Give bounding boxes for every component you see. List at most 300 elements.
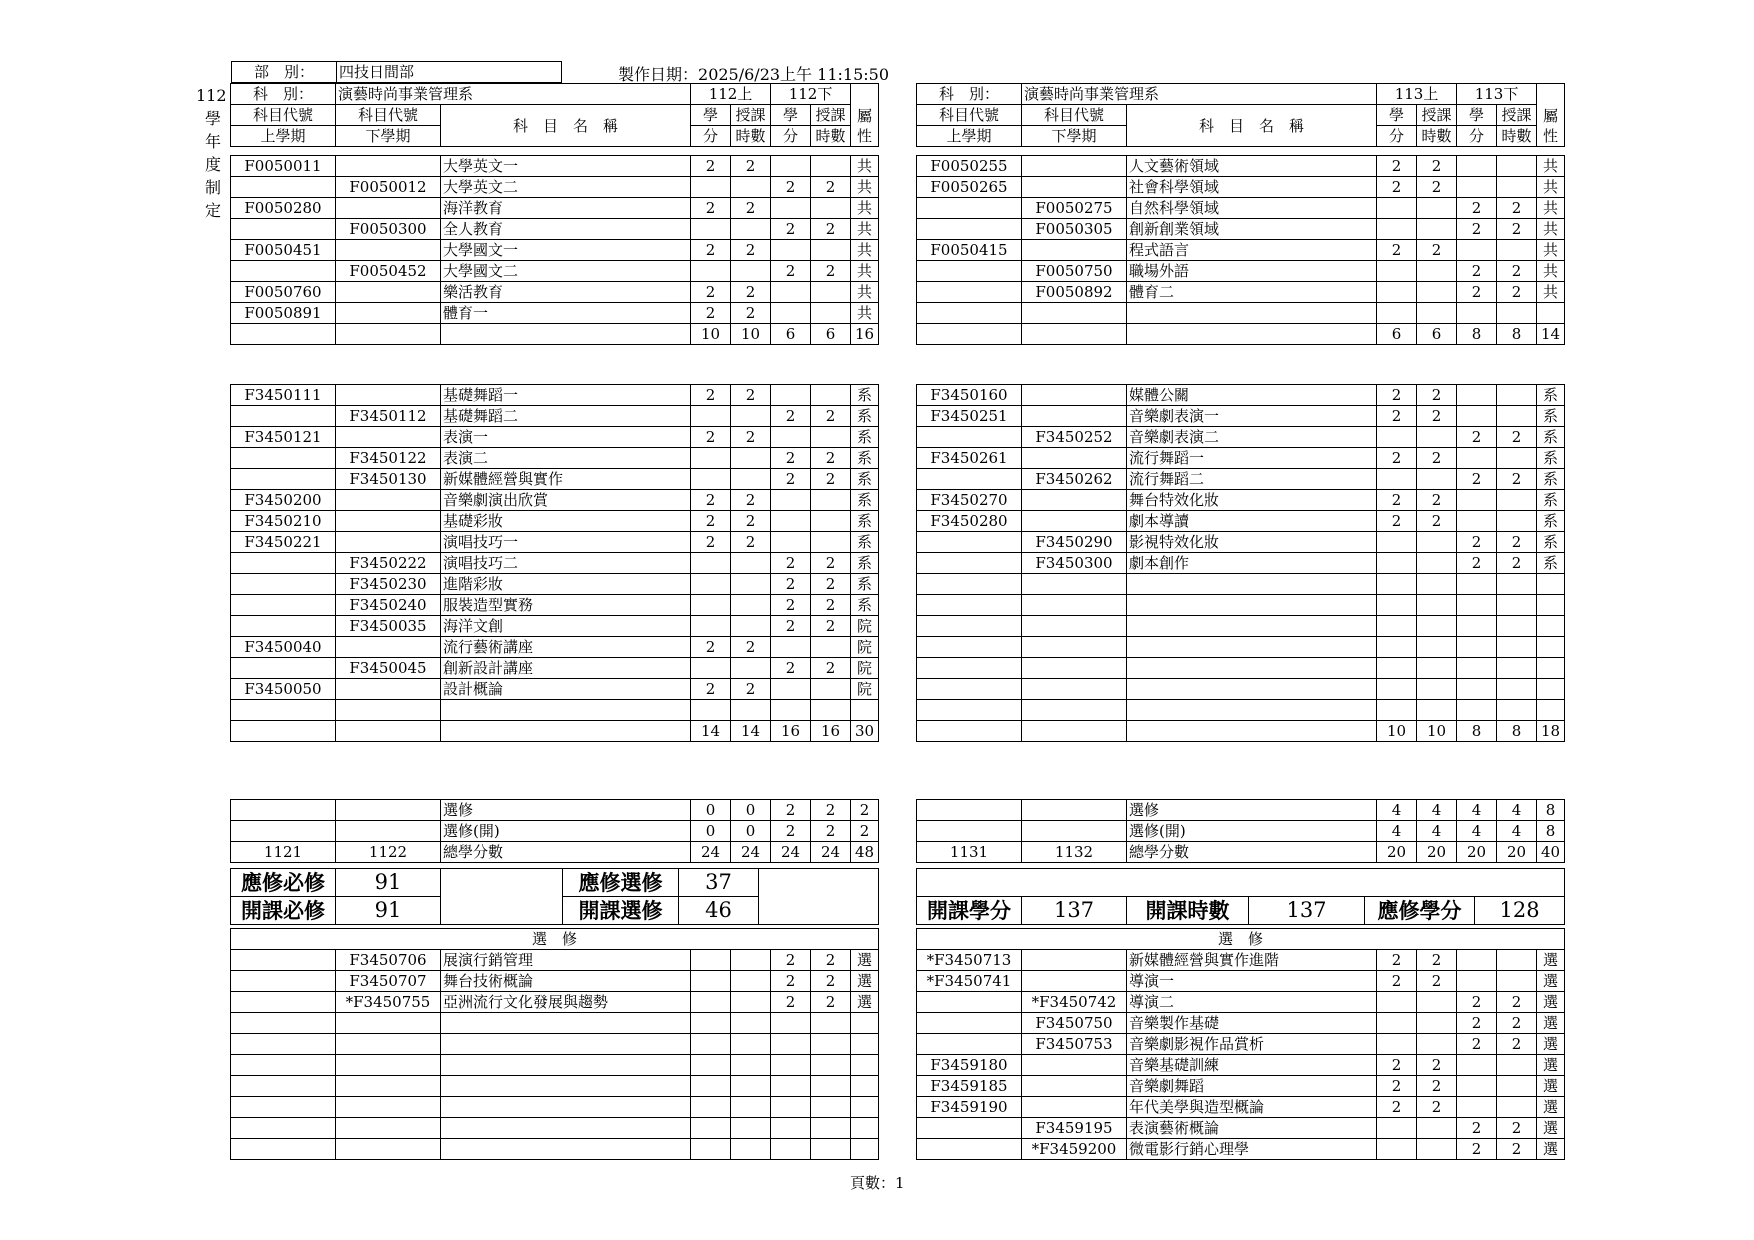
cell-col-3: 2 [691, 532, 731, 553]
cell-col-4: 2 [1417, 1076, 1457, 1097]
cell-col-2: 全人教育 [441, 219, 691, 240]
cell-col-4: 2 [731, 282, 771, 303]
elective-title: 選 修 [231, 929, 879, 950]
cell-col-1 [336, 1055, 441, 1076]
credit-header-b: 分 [771, 126, 811, 147]
right-summary-table [916, 799, 1565, 863]
cell-col-5 [1457, 679, 1497, 700]
cell-col-1 [1022, 490, 1127, 511]
cell-col-1 [336, 1139, 441, 1160]
cell-col-2: 音樂劇表演二 [1127, 427, 1377, 448]
course-row [917, 1013, 1565, 1034]
cell-col-6: 2 [1497, 219, 1537, 240]
credit-header-a: 學 [1377, 105, 1417, 126]
cell-col-4 [1417, 427, 1457, 448]
cell-col-6 [811, 1076, 851, 1097]
cell-col-1: F3450750 [1022, 1013, 1127, 1034]
cell-col-2 [441, 324, 691, 345]
cell-col-7: 2 [851, 800, 879, 821]
cell-col-2: 選修 [441, 800, 691, 821]
code2-header-b: 下學期 [1022, 126, 1127, 147]
cell-col-1: F0050892 [1022, 282, 1127, 303]
cell-col-0 [917, 1139, 1022, 1160]
cell-col-2: 流行舞蹈二 [1127, 469, 1377, 490]
cell-col-4 [1417, 1118, 1457, 1139]
cell-col-0: F3450270 [917, 490, 1022, 511]
cell-col-2: 創新創業領域 [1127, 219, 1377, 240]
cell-col-2: 創新設計講座 [441, 658, 691, 679]
cell-col-0: F0050011 [231, 156, 336, 177]
cell-col-4 [731, 992, 771, 1013]
cell-col-0: F3450251 [917, 406, 1022, 427]
cell-col-2: 樂活教育 [441, 282, 691, 303]
cell-col-6 [811, 156, 851, 177]
cell-col-5: 2 [1457, 1013, 1497, 1034]
cell-col-6: 2 [811, 595, 851, 616]
cell-col-5 [771, 303, 811, 324]
cell-col-4: 2 [1417, 971, 1457, 992]
cell-col-0 [231, 700, 336, 721]
cell-col-6 [1497, 700, 1537, 721]
cell-col-6 [811, 511, 851, 532]
cell-col-7: 共 [1537, 240, 1565, 261]
cell-col-2: 大學英文一 [441, 156, 691, 177]
cell-col-2: 演唱技巧一 [441, 532, 691, 553]
cell-col-0: F3450261 [917, 448, 1022, 469]
cell-col-7: 系 [851, 490, 879, 511]
course-row [231, 679, 879, 700]
cell-col-7: 系 [851, 427, 879, 448]
cell-col-4 [1417, 1139, 1457, 1160]
cell-col-3 [691, 950, 731, 971]
cell-col-4 [1417, 637, 1457, 658]
code2-header-b: 下學期 [336, 126, 441, 147]
cell-col-2: 劇本創作 [1127, 553, 1377, 574]
cell-col-1 [336, 637, 441, 658]
cell-col-0 [917, 1013, 1022, 1034]
cell-col-6 [1497, 595, 1537, 616]
cell-col-1 [1022, 324, 1127, 345]
cell-col-1 [1022, 240, 1127, 261]
cell-col-7: 系 [851, 448, 879, 469]
cell-col-4: 24 [731, 842, 771, 863]
page-number: 頁數：1 [850, 1174, 905, 1192]
cell-col-5: 2 [1457, 198, 1497, 219]
cell-col-3: 2 [1377, 448, 1417, 469]
cell-col-2: 表演藝術概論 [1127, 1118, 1377, 1139]
year-vertical-label [202, 107, 224, 222]
cell-col-5: 2 [771, 448, 811, 469]
cell-col-2: 音樂劇演出欣賞 [441, 490, 691, 511]
left-electives-table [230, 928, 879, 1160]
cell-col-3: 2 [691, 511, 731, 532]
right-header-table [916, 83, 1565, 147]
cell-col-1: F3450252 [1022, 427, 1127, 448]
cell-col-1 [336, 324, 441, 345]
cell-col-0 [917, 219, 1022, 240]
cell-col-5: 24 [771, 842, 811, 863]
cell-col-2 [1127, 595, 1377, 616]
cell-col-5: 2 [1457, 282, 1497, 303]
cell-col-6: 2 [811, 800, 851, 821]
cell-col-3 [1377, 553, 1417, 574]
cell-col-5 [1457, 658, 1497, 679]
cell-col-2: 大學國文二 [441, 261, 691, 282]
cell-col-6 [1497, 658, 1537, 679]
cell-col-7: 共 [1537, 219, 1565, 240]
cell-col-1: *F3450742 [1022, 992, 1127, 1013]
cell-col-1 [1022, 700, 1127, 721]
cell-col-1 [1022, 574, 1127, 595]
cell-col-6: 20 [1497, 842, 1537, 863]
course-row [231, 1055, 879, 1076]
cell-col-5: 2 [771, 616, 811, 637]
course-row [231, 721, 879, 742]
cell-col-4 [1417, 679, 1457, 700]
course-row [917, 992, 1565, 1013]
cell-col-1 [1022, 950, 1127, 971]
cell-col-0 [917, 992, 1022, 1013]
cell-col-1 [336, 1076, 441, 1097]
course-row [231, 1139, 879, 1160]
cell-col-1 [336, 385, 441, 406]
cell-col-2: 進階彩妝 [441, 574, 691, 595]
cell-col-4: 2 [731, 427, 771, 448]
cell-col-3: 6 [1377, 324, 1417, 345]
open-elective-value: 46 [679, 897, 759, 925]
name-header: 科 目 名 稱 [1127, 105, 1377, 147]
cell-col-3 [1377, 219, 1417, 240]
cell-col-3: 2 [1377, 385, 1417, 406]
cell-col-6 [1497, 616, 1537, 637]
cell-col-3 [1377, 992, 1417, 1013]
cell-col-4: 0 [731, 821, 771, 842]
code1-header-b: 上學期 [231, 126, 336, 147]
cell-col-0: *F3450741 [917, 971, 1022, 992]
year-char: 定 [204, 201, 221, 220]
cell-col-7: 系 [851, 511, 879, 532]
course-row [917, 616, 1565, 637]
cell-col-1: F3450230 [336, 574, 441, 595]
cell-col-3: 2 [1377, 240, 1417, 261]
course-row [917, 971, 1565, 992]
cell-col-3 [691, 219, 731, 240]
cell-col-2: 年代美學與造型概論 [1127, 1097, 1377, 1118]
cell-col-4: 2 [731, 303, 771, 324]
cell-col-0 [917, 821, 1022, 842]
cell-col-3 [1377, 658, 1417, 679]
cell-col-1 [1022, 679, 1127, 700]
cell-col-1 [336, 198, 441, 219]
course-row [917, 658, 1565, 679]
course-row [231, 1076, 879, 1097]
cell-col-7: 系 [1537, 448, 1565, 469]
cell-col-5 [1457, 616, 1497, 637]
cell-col-5: 4 [1457, 800, 1497, 821]
cell-col-4 [1417, 992, 1457, 1013]
course-row [917, 574, 1565, 595]
cell-col-2 [441, 1139, 691, 1160]
cell-col-6 [811, 679, 851, 700]
cell-col-6 [811, 532, 851, 553]
credit-header-a: 學 [771, 105, 811, 126]
cell-col-7: 選 [1537, 1076, 1565, 1097]
left-header-table [230, 83, 879, 147]
hours-header-a: 授課 [731, 105, 771, 126]
cell-col-2: 展演行銷管理 [441, 950, 691, 971]
cell-col-2 [1127, 637, 1377, 658]
cell-col-2 [1127, 679, 1377, 700]
cell-col-0: F3459185 [917, 1076, 1022, 1097]
cell-col-5 [1457, 595, 1497, 616]
cell-col-6: 2 [811, 261, 851, 282]
course-row [231, 240, 879, 261]
cell-col-2: 設計概論 [441, 679, 691, 700]
course-row [917, 595, 1565, 616]
cell-col-0 [917, 658, 1022, 679]
cell-col-3 [691, 1034, 731, 1055]
cell-col-5 [771, 385, 811, 406]
cell-col-0 [917, 616, 1022, 637]
cell-col-3 [691, 406, 731, 427]
cell-col-4 [731, 1013, 771, 1034]
cell-col-2 [1127, 721, 1377, 742]
cell-col-2: 表演一 [441, 427, 691, 448]
cell-col-1 [1022, 800, 1127, 821]
cell-col-4 [731, 1076, 771, 1097]
cell-col-3 [691, 1013, 731, 1034]
cell-col-4: 4 [1417, 821, 1457, 842]
cell-col-3: 2 [1377, 1076, 1417, 1097]
cell-col-3: 2 [691, 156, 731, 177]
cell-col-3 [691, 658, 731, 679]
cell-col-2: 體育一 [441, 303, 691, 324]
cell-col-1 [1022, 1076, 1127, 1097]
cell-col-6 [1497, 511, 1537, 532]
cell-col-3: 2 [1377, 406, 1417, 427]
left-totals-table [230, 868, 879, 925]
cell-col-4: 2 [731, 637, 771, 658]
cell-col-1: F3450222 [336, 553, 441, 574]
right-major-table [916, 384, 1565, 742]
course-row [231, 658, 879, 679]
course-row [917, 406, 1565, 427]
cell-col-4: 2 [731, 198, 771, 219]
course-row [231, 219, 879, 240]
cell-col-6: 2 [811, 574, 851, 595]
cell-col-4 [731, 448, 771, 469]
course-row [231, 469, 879, 490]
cell-col-0: F3450050 [231, 679, 336, 700]
cell-col-5 [771, 637, 811, 658]
cell-col-2: 大學英文二 [441, 177, 691, 198]
cell-col-4: 10 [1417, 721, 1457, 742]
cell-col-1 [336, 800, 441, 821]
cell-col-3 [1377, 595, 1417, 616]
cell-col-5: 2 [1457, 992, 1497, 1013]
cell-col-7 [1537, 658, 1565, 679]
cell-col-7: 共 [851, 156, 879, 177]
cell-col-5: 2 [1457, 532, 1497, 553]
cell-col-7: 選 [851, 971, 879, 992]
cell-col-5 [1457, 971, 1497, 992]
cell-col-2: 基礎彩妝 [441, 511, 691, 532]
cell-col-2: 流行藝術講座 [441, 637, 691, 658]
cell-col-5: 2 [771, 595, 811, 616]
cell-col-2: 社會科學領域 [1127, 177, 1377, 198]
cell-col-1: F3450300 [1022, 553, 1127, 574]
cell-col-4 [731, 1055, 771, 1076]
cell-col-0 [231, 992, 336, 1013]
course-row [231, 800, 879, 821]
cell-col-4: 2 [1417, 490, 1457, 511]
cell-col-1 [336, 427, 441, 448]
cell-col-0: F0050451 [231, 240, 336, 261]
cell-col-7: 系 [1537, 427, 1565, 448]
cell-col-0: F3450111 [231, 385, 336, 406]
cell-col-7 [1537, 637, 1565, 658]
cell-col-0 [917, 324, 1022, 345]
cell-col-0: F3450210 [231, 511, 336, 532]
cell-col-0 [231, 406, 336, 427]
cell-col-4: 2 [1417, 385, 1457, 406]
cell-col-3: 2 [691, 679, 731, 700]
course-row [917, 637, 1565, 658]
attr-header [851, 84, 879, 147]
cell-col-7: 選 [1537, 1097, 1565, 1118]
code1-header-b: 上學期 [917, 126, 1022, 147]
course-row [231, 971, 879, 992]
course-row [231, 198, 879, 219]
cell-col-0: F3450221 [231, 532, 336, 553]
cell-col-6 [811, 1139, 851, 1160]
cell-col-4 [731, 177, 771, 198]
cell-col-6: 2 [811, 616, 851, 637]
cell-col-6 [1497, 1055, 1537, 1076]
course-row [231, 261, 879, 282]
cell-col-5 [1457, 240, 1497, 261]
cell-col-4 [731, 616, 771, 637]
cell-col-0: F0050415 [917, 240, 1022, 261]
open-required-label: 開課必修 [231, 897, 336, 925]
cell-col-0 [231, 574, 336, 595]
cell-col-0 [917, 595, 1022, 616]
cell-col-5 [1457, 1097, 1497, 1118]
cell-col-7: 院 [851, 658, 879, 679]
cell-col-1: F3450122 [336, 448, 441, 469]
cell-col-1 [1022, 616, 1127, 637]
cell-col-3 [1377, 700, 1417, 721]
cell-col-6: 2 [811, 821, 851, 842]
cell-col-7: 院 [851, 679, 879, 700]
cell-col-6: 2 [1497, 282, 1537, 303]
course-row [231, 448, 879, 469]
cell-col-3 [1377, 574, 1417, 595]
cell-col-0: 1131 [917, 842, 1022, 863]
cell-col-7: 18 [1537, 721, 1565, 742]
cell-col-0 [917, 427, 1022, 448]
code1-header-a: 科目代號 [231, 105, 336, 126]
cell-col-1: F0050300 [336, 219, 441, 240]
cell-col-1 [1022, 721, 1127, 742]
cell-col-3 [1377, 679, 1417, 700]
course-row [231, 950, 879, 971]
cell-col-3: 0 [691, 821, 731, 842]
cell-col-7 [851, 1034, 879, 1055]
cell-col-0 [231, 219, 336, 240]
cell-col-6: 2 [1497, 261, 1537, 282]
cell-col-4 [1417, 219, 1457, 240]
cell-col-3: 4 [1377, 800, 1417, 821]
cell-col-3: 10 [1377, 721, 1417, 742]
cell-col-0: F3450200 [231, 490, 336, 511]
open-hours-label: 開課時數 [1127, 897, 1249, 925]
cell-col-4 [731, 971, 771, 992]
cell-col-5 [771, 1013, 811, 1034]
cell-col-1: F3450262 [1022, 469, 1127, 490]
cell-col-3 [691, 1139, 731, 1160]
cell-col-4 [1417, 658, 1457, 679]
cell-col-4: 2 [731, 240, 771, 261]
cell-col-6: 4 [1497, 800, 1537, 821]
cell-col-3: 2 [1377, 1097, 1417, 1118]
cell-col-5: 2 [771, 658, 811, 679]
cell-col-7: 系 [851, 574, 879, 595]
cell-col-3 [691, 971, 731, 992]
req-elective-label: 應修選修 [563, 869, 679, 897]
right-totals-table [916, 868, 1565, 925]
cell-col-2: 新媒體經營與實作進階 [1127, 950, 1377, 971]
cell-col-1 [336, 1034, 441, 1055]
cell-col-1: F3450045 [336, 658, 441, 679]
cell-col-5: 2 [771, 821, 811, 842]
course-row [917, 842, 1565, 863]
cell-col-4: 14 [731, 721, 771, 742]
cell-col-1: F0050750 [1022, 261, 1127, 282]
cell-col-2: 基礎舞蹈一 [441, 385, 691, 406]
cell-col-7: 共 [851, 303, 879, 324]
cell-col-4 [731, 658, 771, 679]
cell-col-3 [1377, 261, 1417, 282]
cell-col-4: 2 [1417, 1097, 1457, 1118]
course-row [231, 842, 879, 863]
cell-col-1: F3450130 [336, 469, 441, 490]
cell-col-1: *F3450755 [336, 992, 441, 1013]
course-row [917, 532, 1565, 553]
cell-col-5 [1457, 637, 1497, 658]
subject-value: 演藝時尚事業管理系 [336, 84, 691, 105]
cell-col-3: 2 [1377, 950, 1417, 971]
cell-col-5: 2 [1457, 219, 1497, 240]
cell-col-4 [731, 950, 771, 971]
cell-col-5 [1457, 448, 1497, 469]
cell-col-2 [441, 1013, 691, 1034]
cell-col-2: 新媒體經營與實作 [441, 469, 691, 490]
cell-col-0: F0050255 [917, 156, 1022, 177]
cell-col-5: 2 [1457, 1118, 1497, 1139]
cell-col-3: 2 [1377, 511, 1417, 532]
cell-col-5: 2 [771, 992, 811, 1013]
cell-col-0 [917, 800, 1022, 821]
cell-col-5 [1457, 177, 1497, 198]
cell-col-1 [336, 532, 441, 553]
cell-col-5: 16 [771, 721, 811, 742]
cell-col-6: 16 [811, 721, 851, 742]
cell-col-0 [917, 553, 1022, 574]
cell-col-5: 2 [771, 971, 811, 992]
course-row [231, 574, 879, 595]
cell-col-0: F3459180 [917, 1055, 1022, 1076]
